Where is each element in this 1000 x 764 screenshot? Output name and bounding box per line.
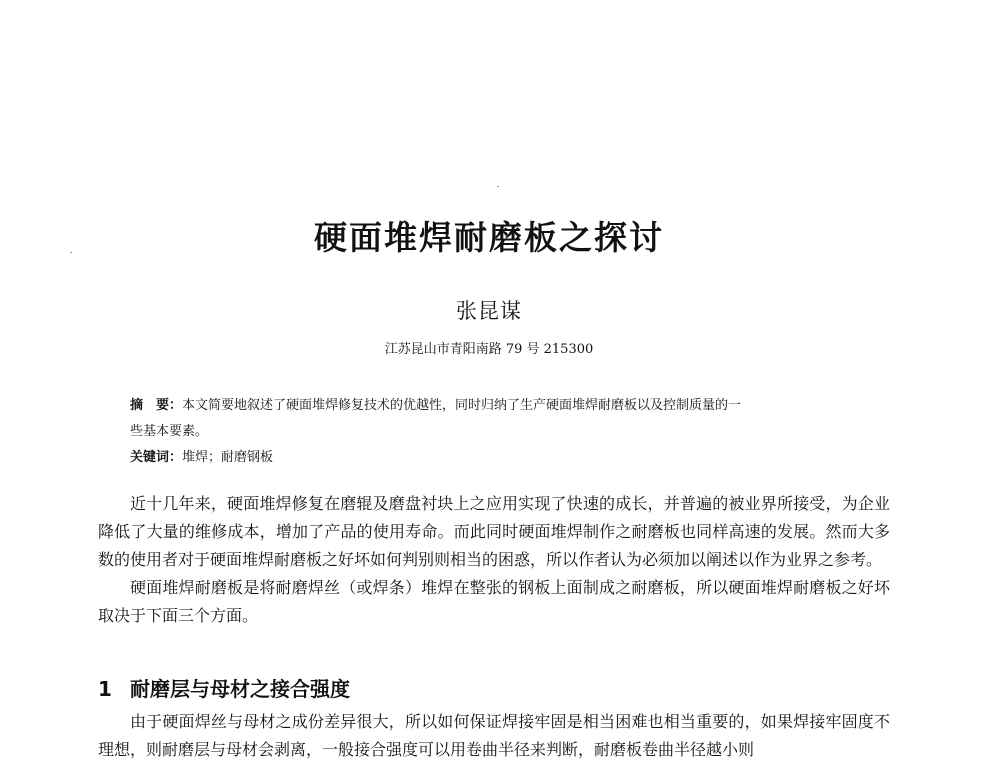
body-paragraph-1: 近十几年来，硬面堆焊修复在磨辊及磨盘衬块上之应用实现了快速的成长，并普遍的被业界所接受，为企业降低了大量的维修成本，增加了产品的使用寿命。而此同时硬面堆焊制作之耐磨板也同样高速的发展。然而大多数的使用者对于硬面堆焊耐磨板之好坏如何判别则相当的困惑，所以作者认为必须加以阐述以作为业界之参考。: [98, 494, 890, 569]
abstract-label: 摘 要：: [130, 398, 183, 413]
scan-speck: [497, 186, 499, 187]
keywords-label: 关键词：: [130, 450, 183, 465]
section-body: [98, 708, 890, 764]
abstract-line-1: [130, 393, 850, 419]
section-heading: [98, 675, 350, 703]
keywords-text: 堆焊；耐磨钢板: [182, 450, 274, 465]
author-name: 张昆谋: [456, 299, 522, 323]
abstract-line-2: [130, 419, 850, 445]
body-paragraph-2: 硬面堆焊耐磨板是将耐磨焊丝（或焊条）堆焊在整张的钢板上面制成之耐磨板，所以硬面堆焊耐磨板之好坏取决于下面三个方面。: [98, 578, 890, 625]
section-number: 1: [98, 677, 112, 701]
section-paragraph: 由于硬面焊丝与母材之成份差异很大，所以如何保证焊接牢固是相当困难也相当重要的，如果焊接牢固度不理想，则耐磨层与母材会剥离，一般接合强度可以用卷曲半径来判断，耐磨板卷曲半径越小则: [98, 712, 890, 759]
section-title: 耐磨层与母材之接合强度: [130, 677, 350, 701]
author-affiliation: 江苏昆山市青阳南路 79 号 215300: [384, 342, 594, 357]
body-text: [98, 490, 890, 630]
abstract-text-1: 本文简要地叙述了硬面堆焊修复技术的优越性，同时归纳了生产硬面堆焊耐磨板以及控制质量的一: [182, 398, 742, 413]
paper-title: 硬面堆焊耐磨板之探讨: [314, 218, 664, 257]
keywords-line: [130, 445, 850, 471]
abstract-block: [130, 393, 850, 471]
abstract-text-2: 些基本要素。: [130, 424, 209, 439]
